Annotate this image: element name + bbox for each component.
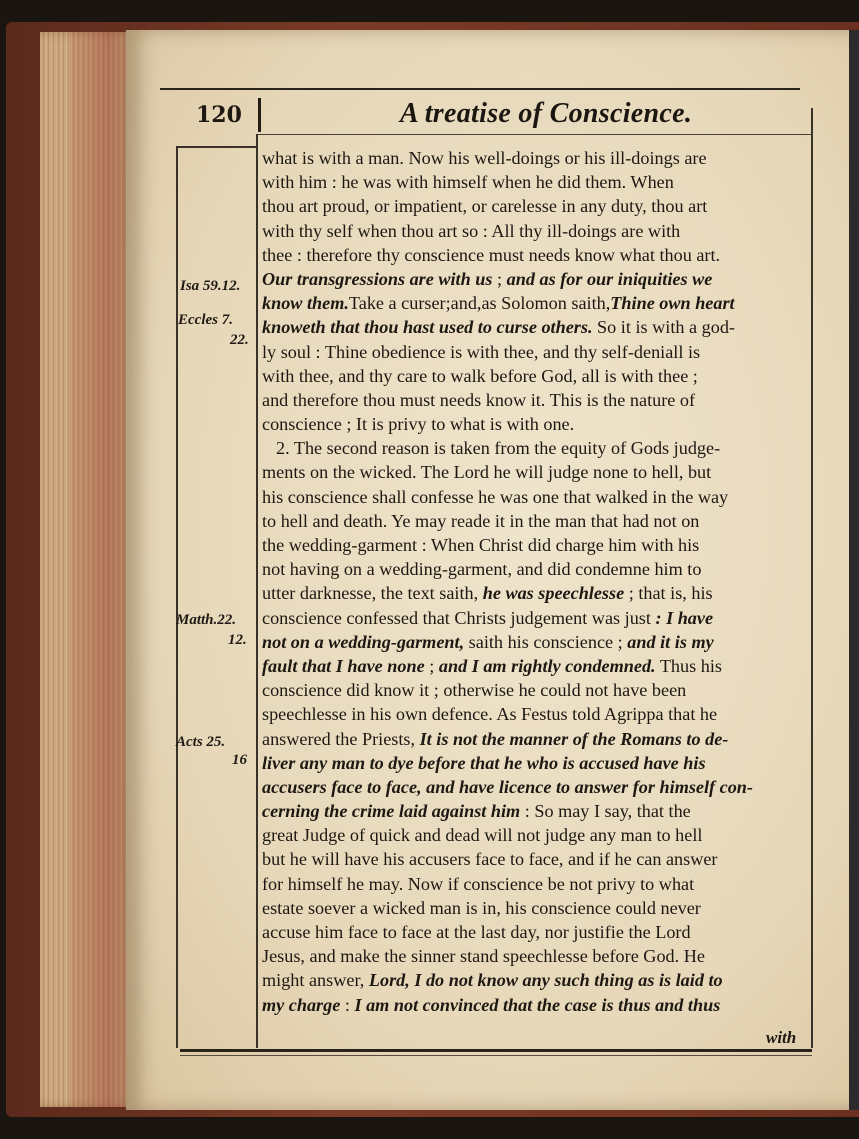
italic-text: knoweth that thou hast used to curse others.	[262, 317, 593, 338]
text-segment: great Judge of quick and dead will not judge any man to hell	[262, 825, 703, 846]
text-line	[262, 920, 808, 944]
text-line	[262, 340, 808, 364]
text-line	[262, 436, 808, 460]
italic-text: accusers face to face, and have licence to answer for himself con-	[262, 776, 753, 797]
text-segment: with thee, and thy care to walk before God, all is with thee ;	[262, 365, 698, 386]
text-segment: conscience ; It is privy to what is with one.	[262, 414, 575, 435]
text-line	[262, 291, 808, 315]
text-line	[262, 654, 808, 678]
text-segment: So it is with a god-	[592, 317, 735, 338]
italic-text: I am not convinced that the case is thus and thus	[354, 994, 721, 1015]
italic-text: and I am rightly condemned.	[438, 655, 656, 676]
footer-rule-thin	[180, 1055, 812, 1056]
text-line	[262, 219, 808, 243]
footer-rule	[180, 1049, 812, 1052]
text-line	[262, 630, 808, 654]
margin-divider	[256, 134, 258, 1048]
page-number: 120	[196, 102, 242, 128]
text-line	[262, 702, 808, 726]
body-text	[262, 146, 808, 1017]
text-line	[262, 896, 808, 920]
italic-text: liver any man to dye before that he who is accused have his	[262, 752, 706, 773]
margin-note: Acts 25.	[176, 734, 226, 750]
margin-frame-top	[176, 146, 258, 148]
text-segment: thou art proud, or impatient, or carelesse in any duty, thou art	[262, 196, 708, 217]
italic-text: he was speechlesse	[482, 583, 625, 604]
text-segment: ;	[424, 655, 439, 676]
text-segment: but he will have his accusers face to face, and if he can answer	[262, 849, 718, 870]
text-segment: conscience did know it ; otherwise he could not have been	[262, 680, 687, 701]
page-header	[160, 94, 810, 138]
italic-text: my charge	[262, 994, 341, 1015]
italic-text: fault that I have none	[262, 655, 425, 676]
running-title: A treatise of Conscience.	[400, 98, 693, 129]
text-segment: Jesus, and make the sinner stand speechlesse before God. He	[262, 946, 705, 967]
text-line	[262, 968, 808, 992]
italic-text: Thine own heart	[610, 293, 735, 314]
italic-text: not on a wedding-garment,	[262, 631, 465, 652]
text-line	[262, 194, 808, 218]
margin-note: Isa 59.12.	[180, 278, 241, 294]
text-segment: conscience confessed that Christs judgement was just	[262, 607, 656, 628]
text-segment: with him : he was with himself when he did them. When	[262, 172, 674, 193]
margin-note: 22.	[230, 332, 249, 348]
text-line	[262, 847, 808, 871]
text-segment: ments on the wicked. The Lord he will judge none to hell, but	[262, 462, 712, 483]
text-segment: : So may I say, that the	[520, 801, 691, 822]
text-segment: for himself he may. Now if conscience be not privy to what	[262, 873, 695, 894]
text-segment: saith his conscience ;	[464, 631, 628, 652]
text-line	[262, 751, 808, 775]
italic-text: know them.	[262, 293, 349, 314]
text-segment: estate soever a wicked man is in, his conscience could never	[262, 897, 701, 918]
margin-note: 16	[232, 752, 247, 768]
header-divider	[258, 98, 261, 132]
page-edges	[40, 32, 134, 1107]
text-line	[262, 146, 808, 170]
text-frame-top	[256, 134, 812, 135]
right-edge-strip	[849, 30, 859, 1110]
text-segment: thee : therefore thy conscience must needs know what thou art.	[262, 244, 721, 265]
text-line	[262, 388, 808, 412]
text-line	[262, 170, 808, 194]
text-segment: accuse him face to face at the last day, nor justifie the Lord	[262, 922, 691, 942]
text-segment: ly soul : Thine obedience is with thee, and thy self-deniall is	[262, 341, 701, 362]
margin-note: Matth.22.	[176, 612, 237, 628]
text-segment: might answer,	[262, 970, 369, 991]
text-line	[262, 944, 808, 968]
italic-text: cerning the crime laid against him	[262, 801, 521, 822]
italic-text: Our transgressions are with us	[262, 268, 493, 289]
text-line	[262, 267, 808, 291]
text-line	[262, 557, 808, 581]
text-line	[262, 485, 808, 509]
text-segment: answered the Priests,	[262, 728, 420, 749]
text-line	[262, 581, 808, 605]
text-segment: his conscience shall confesse he was one that walked in the way	[262, 486, 729, 507]
text-line	[262, 412, 808, 436]
margin-frame-left	[176, 148, 178, 1048]
text-line	[262, 533, 808, 557]
text-line	[262, 243, 808, 267]
text-line	[262, 823, 808, 847]
text-line	[262, 872, 808, 896]
text-frame-right	[811, 108, 813, 1048]
text-segment: Take a curser;and,as Solomon saith,	[348, 293, 611, 314]
italic-text: and it is my	[627, 631, 714, 652]
text-line	[262, 460, 808, 484]
text-segment: :	[340, 994, 355, 1015]
catchword: with	[766, 1028, 797, 1047]
text-segment: utter darknesse, the text saith,	[262, 583, 483, 604]
text-line	[262, 993, 808, 1017]
text-line	[262, 364, 808, 388]
text-segment: ;	[492, 268, 507, 289]
text-segment: Thus his	[655, 655, 722, 676]
text-line	[262, 606, 808, 630]
text-segment: the wedding-garment : When Christ did charge him with his	[262, 535, 700, 555]
header-rule	[160, 88, 800, 90]
text-segment: speechlesse in his own defence. As Festus told Agrippa that he	[262, 704, 718, 725]
text-line	[262, 509, 808, 533]
text-segment: 2. The second reason is taken from the equity of Gods judge-	[276, 438, 721, 459]
text-segment: and therefore thou must needs know it. This is the nature of	[262, 389, 696, 410]
text-segment: what is with a man. Now his well-doings or his ill-doings are	[262, 148, 707, 168]
italic-text: Lord, I do not know any such thing as is laid to	[368, 970, 723, 991]
italic-text: It is not the manner of the Romans to de-	[419, 728, 729, 749]
text-line	[262, 775, 808, 799]
text-line	[262, 678, 808, 702]
text-line	[262, 727, 808, 751]
page-edge-stain	[70, 32, 134, 1107]
text-line	[262, 315, 808, 339]
margin-note: Eccles 7.	[178, 312, 233, 328]
text-segment: with thy self when thou art so : All thy ill-doings are with	[262, 220, 681, 241]
italic-text: : I have	[655, 607, 714, 628]
text-segment: ; that is, his	[624, 583, 713, 604]
text-segment: not having on a wedding-garment, and did condemne him to	[262, 559, 702, 580]
italic-text: and as for our iniquities we	[506, 268, 713, 289]
text-line	[262, 799, 808, 823]
margin-note: 12.	[228, 632, 247, 648]
text-segment: to hell and death. Ye may reade it in the man that had not on	[262, 510, 700, 531]
